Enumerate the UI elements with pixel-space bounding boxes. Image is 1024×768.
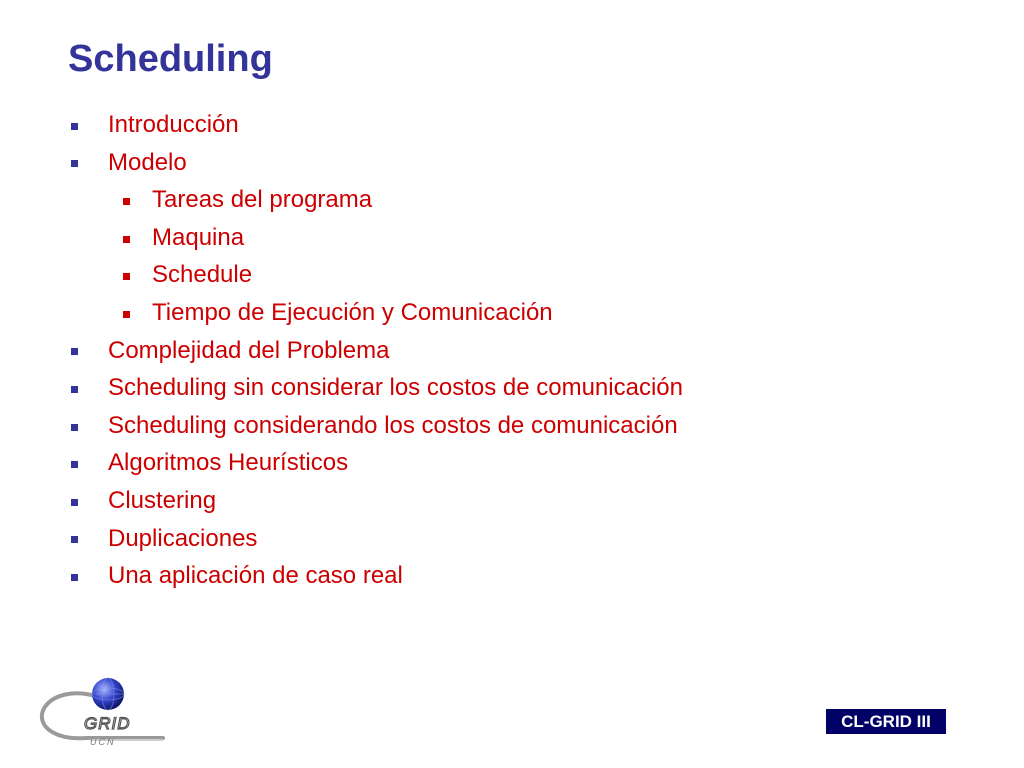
logo-text: GRID: [84, 714, 131, 733]
sub-list-item: [0, 181, 1000, 219]
list-item: [0, 144, 1000, 182]
square-bullet-icon: [71, 424, 78, 431]
list-item: [0, 106, 1000, 144]
list-item-label: Scheduling sin considerar los costos de comunicación: [108, 374, 683, 402]
list-item-label: Tareas del programa: [152, 186, 373, 214]
square-bullet-icon: [71, 386, 78, 393]
square-bullet-icon: [123, 273, 130, 280]
sub-list-item: [0, 219, 1000, 257]
list-item-label: Una aplicación de caso real: [108, 562, 403, 590]
globe-icon: [38, 676, 168, 746]
square-bullet-icon: [71, 499, 78, 506]
footer-badge: CL-GRID III: [826, 709, 946, 734]
list-item-label: Complejidad del Problema: [108, 336, 390, 364]
square-bullet-icon: [71, 348, 78, 355]
sub-list-item: [0, 294, 1000, 332]
square-bullet-icon: [123, 311, 130, 318]
list-item: [0, 557, 1000, 595]
list-item-label: Algoritmos Heurísticos: [108, 449, 349, 477]
square-bullet-icon: [71, 123, 78, 130]
list-item-label: Introducción: [108, 111, 239, 138]
square-bullet-icon: [71, 461, 78, 468]
list-item: [0, 407, 1000, 445]
slide-title: Scheduling: [68, 38, 273, 80]
outline-list: [0, 106, 1000, 595]
list-item: [0, 520, 1000, 558]
list-item: [0, 444, 1000, 482]
list-item-label: Schedule: [152, 261, 253, 289]
list-item-label: Duplicaciones: [108, 524, 258, 552]
list-item-label: Tiempo de Ejecución y Comunicación: [152, 298, 553, 326]
list-item-label: Scheduling considerando los costos de comunicación: [108, 411, 678, 439]
square-bullet-icon: [71, 574, 78, 581]
list-item-label: Clustering: [108, 486, 217, 514]
list-item: [0, 332, 1000, 370]
grid-logo: [38, 676, 168, 746]
list-item-label: Modelo: [108, 148, 187, 176]
square-bullet-icon: [71, 536, 78, 543]
list-item: [0, 369, 1000, 407]
square-bullet-icon: [71, 160, 78, 167]
square-bullet-icon: [123, 236, 130, 243]
list-item-label: Maquina: [152, 223, 245, 251]
square-bullet-icon: [123, 198, 130, 205]
logo-subtext: UCN: [90, 737, 116, 746]
sub-list-item: [0, 256, 1000, 294]
list-item: [0, 482, 1000, 520]
